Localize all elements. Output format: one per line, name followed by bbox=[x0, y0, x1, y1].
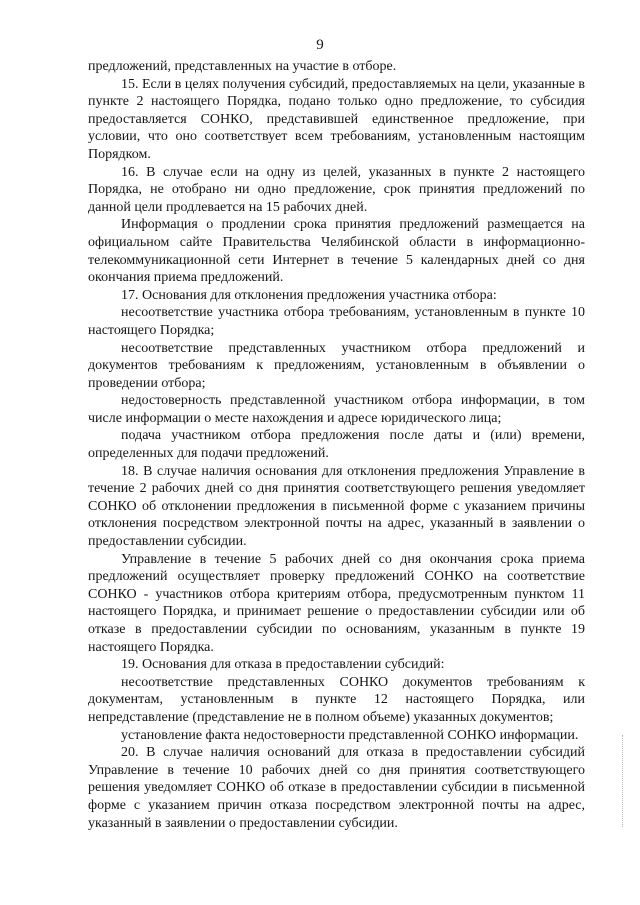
paragraph-item-20: 20. В случае наличия оснований для отказа в предоставлении субсидий Управление в течение 10 рабочих дней со дня принятия соответствующего решения уведомляет СОНКО об отказе в предоставлении субсидии в письменной форме с указанием причин отказа посредством электронной почты на адрес, указанный в заявлении о предоставлении субсидии. bbox=[88, 745, 585, 831]
paragraph-refusal-documents: несоответствие представленных СОНКО документов требованиям к документам, установленным в пункте 12 настоящего Порядка, или непредставление (представление не в полном объеме) указанных документов; bbox=[88, 674, 585, 725]
paragraph-refusal-false-information: установление факта недостоверности представленной СОНКО информации. bbox=[121, 727, 579, 743]
paragraph-ground-documents-mismatch: несоответствие представленных участником отбора предложений и документов требованиям к предложениям, установленным в объявлении о проведении отбора; bbox=[88, 340, 585, 391]
paragraph-ground-late-submission: подача участником отбора предложения после даты и (или) времени, определенных для подачи предложений. bbox=[88, 428, 585, 462]
paragraph-item-16: 16. В случае если на одну из целей, указанных в пункте 2 настоящего Порядка, не отобрано ни одно предложение, срок принятия предложений по данной цели продлевается на 15 рабочих дней. bbox=[88, 164, 585, 215]
paragraph-item-19: 19. Основания для отказа в предоставлении субсидий: bbox=[121, 657, 445, 673]
paragraph-item-18: 18. В случае наличия основания для отклонения предложения Управление в течение 2 рабочих дней со дня принятия соответствующего решения уведомляет СОНКО об отклонении предложения в письменной форме с указанием причины отклонения посредством электронной почты на адрес, указанный в заявлении о предоставлении субсидии. bbox=[88, 463, 585, 550]
paragraph-ground-participant-mismatch: несоответствие участника отбора требованиям, установленным в пункте 10 настоящего Порядка; bbox=[88, 305, 585, 338]
paragraph-review-procedure: Управление в течение 5 рабочих дней со дня окончания срока приема предложений осуществляет проверку предложений СОНКО на соответствие СОНКО - участников отбора критериям отбора, предусмотренным пунктом 11 настоящего Порядка, и принимает решение о предоставлении субсидии или об отказе в предоставлении субсидии по основаниям, указанным в пункте 19 настоящего Порядка. bbox=[88, 551, 585, 655]
paragraph-ground-false-information: недостоверность представленной участником отбора информации, в том числе информации о месте нахождения и адресе юридического лица; bbox=[88, 393, 585, 426]
scan-margin-marks bbox=[622, 735, 627, 827]
paragraph-extension-info: Информация о продлении срока принятия предложений размещается на официальном сайте Правительства Челябинской области в информационно-телекоммуникационной сети Интернет в течение 5 календарных дней со дня окончания приема предложений. bbox=[88, 217, 585, 286]
paragraph-item-17: 17. Основания для отклонения предложения участника отбора: bbox=[121, 287, 497, 303]
paragraph-continuation: предложений, представленных на участие в отборе. bbox=[88, 59, 397, 74]
page-number: 9 bbox=[316, 37, 324, 53]
document-body bbox=[88, 58, 585, 832]
paragraph-item-15: 15. Если в целях получения субсидий, предоставляемых на цели, указанные в пункте 2 настоящего Порядка, подано только одно предложение, то субсидия предоставляется СОНКО, представившей единственное предложение, при условии, что оно соответствует всем требованиям, установленным настоящим Порядком. bbox=[88, 76, 585, 162]
